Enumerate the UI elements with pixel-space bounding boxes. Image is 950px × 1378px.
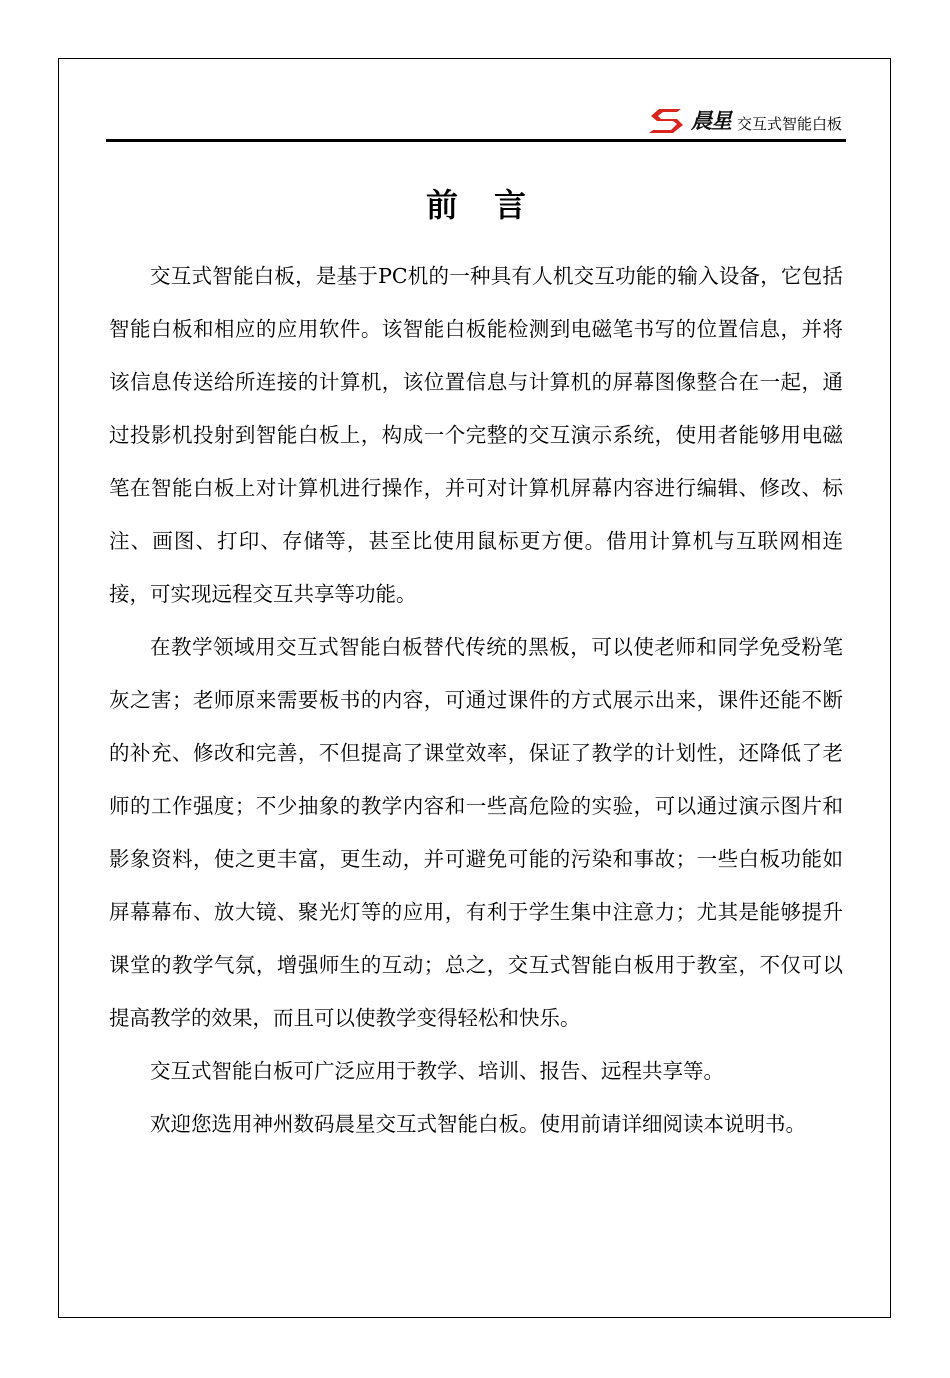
paragraph: 交互式智能白板可广泛应用于教学、培训、报告、远程共享等。 (150, 1059, 724, 1083)
brand-tagline: 交互式智能白板 (736, 115, 842, 133)
paragraph: 交互式智能白板，是基于PC机的一种具有人机交互功能的输入设备，它包括智能白板和相应的应用软件。该智能白板能检测到电磁笔书写的位置信息，并将该信息传送给所连接的计算机，该位置信息与计算机的屏幕图像整合在一起，通过投影机投射到智能白板上，构成一个完整的交互演示系统，使用者能够用电磁笔在智能白板上对计算机进行操作，并可对计算机屏幕内容进行编辑、修改、标注、画图、打印、存储等，甚至比使用鼠标更方便。借用计算机与互联网相连接，可实现远程交互共享等功能。 (109, 264, 843, 606)
page-header (106, 96, 846, 142)
brand-name: 晨星 (690, 109, 731, 133)
paragraph: 在教学领域用交互式智能白板替代传统的黑板，可以使老师和同学免受粉笔灰之害；老师原来需要板书的内容，可通过课件的方式展示出来，课件还能不断的补充、修改和完善，不但提高了课堂效率，保证了教学的计划性，还降低了老师的工作强度；不少抽象的教学内容和一些高危险的实验，可以通过演示图片和影象资料，使之更丰富，更生动，并可避免可能的污染和事故；一些白板功能如屏幕幕布、放大镜、聚光灯等的应用，有利于学生集中注意力；尤其是能够提升课堂的教学气氛，增强师生的互动；总之，交互式智能白板用于教室，不仅可以提高教学的效果，而且可以使教学变得轻松和快乐。 (109, 635, 843, 1030)
brand-logo (647, 102, 842, 136)
header-rule (106, 139, 846, 142)
page-title: 前言 (425, 186, 562, 224)
red-s-logo-icon (647, 106, 687, 136)
body-text (109, 250, 843, 1151)
paragraph: 欢迎您选用神州数码晨星交互式智能白板。使用前请详细阅读本说明书。 (150, 1112, 806, 1136)
